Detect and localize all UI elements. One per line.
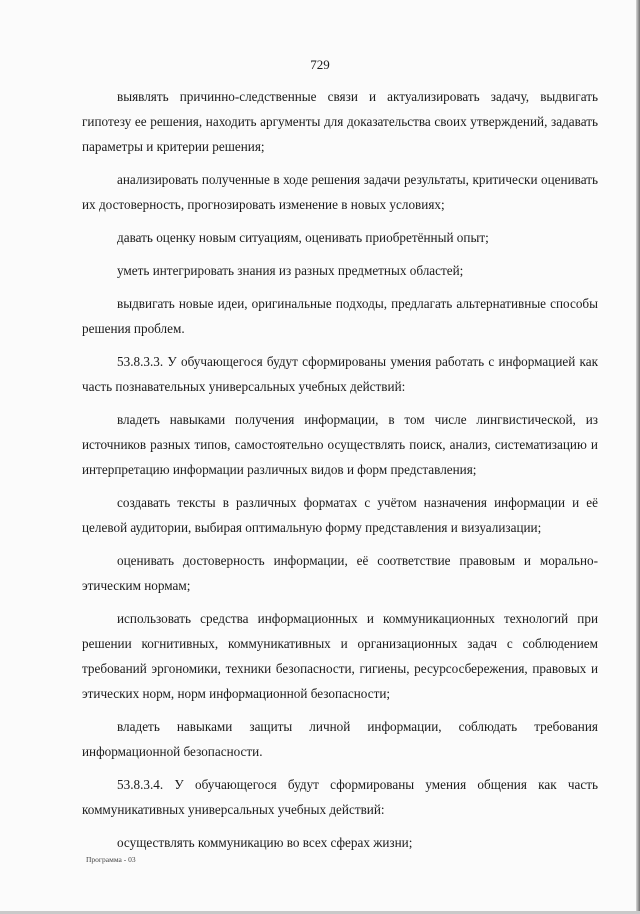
footer-label: Программа - 03 xyxy=(86,855,136,864)
page-number: 729 xyxy=(310,57,330,72)
paragraph: уметь интегрировать знания из разных предметных областей; xyxy=(117,263,464,278)
paragraph: владеть навыками защиты личной информации, соблюдать требования информационной безопасности. xyxy=(82,719,598,759)
paragraph: давать оценку новым ситуациям, оценивать приобретённый опыт; xyxy=(117,230,489,245)
paragraph: оценивать достоверность информации, её соответствие правовым и морально-этическим нормам; xyxy=(82,553,598,593)
section-heading-paragraph: 53.8.3.4. У обучающегося будут сформированы умения общения как часть коммуникативных универсальных учебных действий: xyxy=(82,777,598,817)
paragraph: создавать тексты в различных форматах с учётом назначения информации и её целевой аудитории, выбирая оптимальную форму представления и визуализации; xyxy=(82,495,598,535)
page-edge-shadow xyxy=(636,0,640,914)
paragraph: использовать средства информационных и коммуникационных технологий при решении когнитивных, коммуникативных и организационных задач с соблюдением требований эргономики, техники безопасности, гигиены, ресурсосбережения, правовых и этических норм, норм информационной безопасности; xyxy=(82,611,598,701)
page-body xyxy=(82,84,598,863)
paragraph: владеть навыками получения информации, в том числе лингвистической, из источников разных типов, самостоятельно осуществлять поиск, анализ, систематизацию и интерпретацию информации различных видов и форм представления; xyxy=(82,412,598,477)
section-heading-paragraph: 53.8.3.3. У обучающегося будут сформированы умения работать с информацией как часть познавательных универсальных учебных действий: xyxy=(82,354,598,394)
paragraph: выдвигать новые идеи, оригинальные подходы, предлагать альтернативные способы решения проблем. xyxy=(82,296,598,336)
paragraph: выявлять причинно-следственные связи и актуализировать задачу, выдвигать гипотезу ее решения, находить аргументы для доказательства своих утверждений, задавать параметры и критерии решения; xyxy=(82,89,598,154)
paragraph: анализировать полученные в ходе решения задачи результаты, критически оценивать их достоверность, прогнозировать изменение в новых условиях; xyxy=(82,172,598,212)
paragraph: осуществлять коммуникацию во всех сферах жизни; xyxy=(117,835,413,850)
